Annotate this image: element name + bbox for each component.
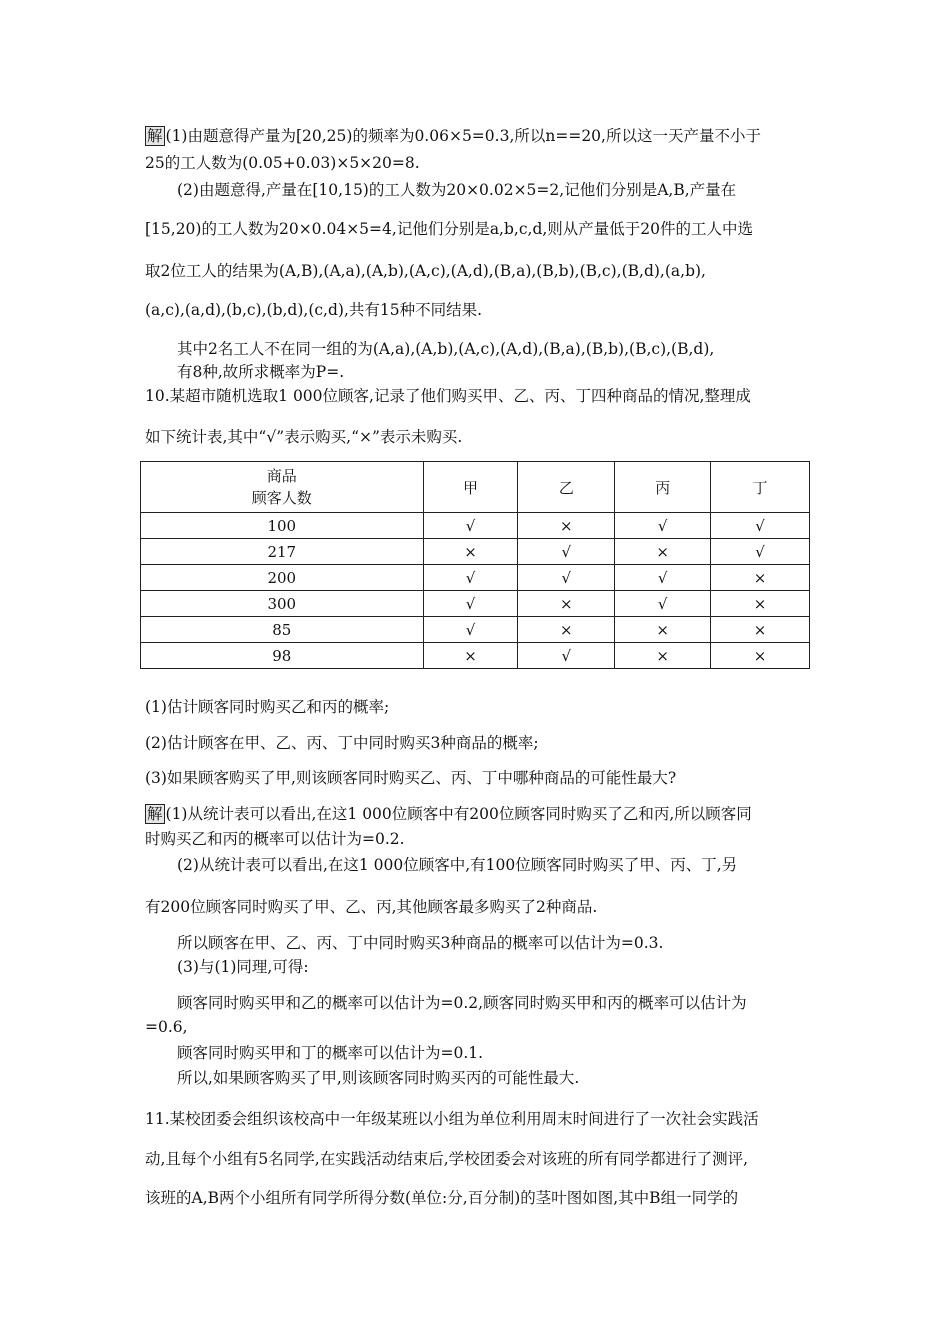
table-cell: 300	[141, 591, 424, 617]
table-cell: ×	[615, 539, 711, 565]
table-row	[141, 539, 810, 565]
column-header: 丁	[711, 462, 810, 513]
table-cell: ×	[518, 617, 615, 643]
statistics-table	[140, 461, 810, 669]
table-cell: √	[423, 617, 518, 643]
table-cell: √	[518, 565, 615, 591]
table-row	[141, 591, 810, 617]
table-cell: ×	[423, 539, 518, 565]
solution10-line5: 所以顾客在甲、乙、丙、丁中同时购买3种商品的概率可以估计为=0.3.	[177, 934, 664, 952]
table-cell: ×	[423, 643, 518, 669]
solution10-line7: 顾客同时购买甲和乙的概率可以估计为=0.2,顾客同时购买甲和丙的概率可以估计为	[177, 994, 747, 1012]
table-cell: 200	[141, 565, 424, 591]
table-cell: ×	[711, 591, 810, 617]
column-header: 甲	[423, 462, 518, 513]
problem10-question1: (1)估计顾客同时购买乙和丙的概率;	[145, 698, 390, 716]
solution10-line6: (3)与(1)同理,可得:	[177, 958, 309, 976]
problem11-line3: 该班的A,B两个小组所有同学所得分数(单位:分,百分制)的茎叶图如图,其中B组一同学的	[145, 1189, 739, 1207]
solution10-line4: 有200位顾客同时购买了甲、乙、丙,其他顾客最多购买了2种商品.	[145, 898, 598, 916]
table-cell: 98	[141, 643, 424, 669]
table-cell: ×	[615, 617, 711, 643]
solution10-line3: (2)从统计表可以看出,在这1 000位顾客中,有100位顾客同时购买了甲、丙、丁,另	[177, 856, 738, 874]
table-row	[141, 513, 810, 539]
solution-marker: 解	[147, 127, 163, 145]
solution9-line2: 25的工人数为(0.05+0.03)×5×20=8.	[145, 154, 420, 172]
table-cell: ×	[711, 565, 810, 591]
problem11-line1: 11.某校团委会组织该校高中一年级某班以小组为单位利用周末时间进行了一次社会实践活	[145, 1110, 759, 1128]
table-row	[141, 565, 810, 591]
corner-label-goods: 商品	[266, 467, 297, 485]
table-cell: 100	[141, 513, 424, 539]
problem10-line1: 10.某超市随机选取1 000位顾客,记录了他们购买甲、乙、丙、丁四种商品的情况,整理成	[145, 387, 751, 405]
table-row	[141, 617, 810, 643]
problem10-question2: (2)估计顾客在甲、乙、丙、丁中同时购买3种商品的概率;	[145, 734, 539, 752]
solution9-line4: [15,20)的工人数为20×0.04×5=4,记他们分别是a,b,c,d,则从产量低于20件的工人中选	[145, 220, 754, 238]
problem10-line2: 如下统计表,其中“√”表示购买,“×”表示未购买.	[145, 428, 463, 446]
column-header: 丙	[615, 462, 711, 513]
solution10-line10: 所以,如果顾客购买了甲,则该顾客同时购买丙的可能性最大.	[177, 1069, 580, 1087]
table-cell: ×	[711, 617, 810, 643]
table-cell: √	[423, 591, 518, 617]
column-header: 乙	[518, 462, 615, 513]
solution10-line9: 顾客同时购买甲和丁的概率可以估计为=0.1.	[177, 1044, 484, 1062]
table-cell: √	[518, 539, 615, 565]
solution-marker: 解	[147, 805, 163, 823]
table-header-row	[141, 462, 810, 513]
table-cell: √	[711, 539, 810, 565]
problem11-line2: 动,且每个小组有5名同学,在实践活动结束后,学校团委会对该班的所有同学都进行了测评,	[145, 1150, 749, 1168]
solution10-line2: 时购买乙和丙的概率可以估计为=0.2.	[145, 830, 405, 848]
solution9-line1: 解 (1)由题意得产量为[20,25)的频率为0.06×5=0.3,所以n==20,所以这一天产量不小于	[147, 127, 761, 145]
solution9-line5: 取2位工人的结果为(A,B),(A,a),(A,b),(A,c),(A,d),(B,a),(B,b),(B,c),(B,d),(a,b),	[145, 262, 706, 280]
table-cell: √	[518, 643, 615, 669]
table-cell: ×	[518, 591, 615, 617]
table-cell: √	[615, 591, 711, 617]
solution9-line8: 有8种,故所求概率为P=.	[177, 363, 345, 381]
table-cell: ×	[615, 643, 711, 669]
table-cell: √	[423, 513, 518, 539]
table-cell: 85	[141, 617, 424, 643]
table-cell: √	[711, 513, 810, 539]
table-cell: √	[423, 565, 518, 591]
table-row	[141, 643, 810, 669]
table-cell: √	[615, 513, 711, 539]
table-cell: 217	[141, 539, 424, 565]
solution9-line6: (a,c),(a,d),(b,c),(b,d),(c,d),共有15种不同结果.	[145, 301, 483, 319]
problem10-question3: (3)如果顾客购买了甲,则该顾客同时购买乙、丙、丁中哪种商品的可能性最大?	[145, 769, 677, 787]
solution10-line1: 解 (1)从统计表可以看出,在这1 000位顾客中有200位顾客同时购买了乙和丙,所以顾客同	[147, 805, 752, 823]
table-corner-cell	[141, 462, 424, 513]
solution9-line3: (2)由题意得,产量在[10,15)的工人数为20×0.02×5=2,记他们分别是A,B,产量在	[177, 181, 737, 199]
table-cell: ×	[518, 513, 615, 539]
table-cell: ×	[711, 643, 810, 669]
table-cell: √	[615, 565, 711, 591]
solution9-line7: 其中2名工人不在同一组的为(A,a),(A,b),(A,c),(A,d),(B,a),(B,b),(B,c),(B,d),	[177, 340, 715, 358]
corner-label-customers: 顾客人数	[251, 489, 312, 507]
solution10-line8: =0.6,	[145, 1018, 188, 1036]
